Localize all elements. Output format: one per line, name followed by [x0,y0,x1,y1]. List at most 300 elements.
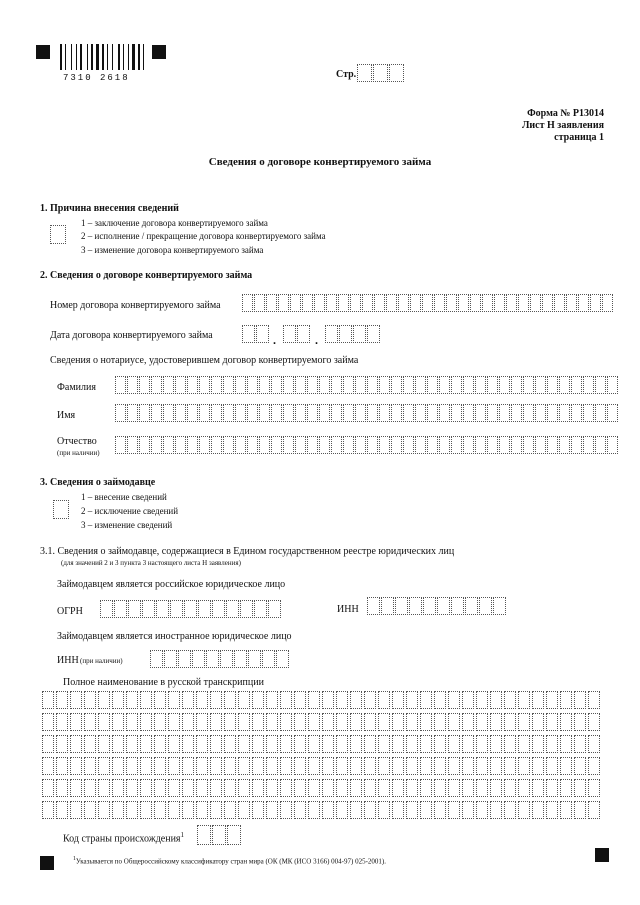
input-cell[interactable] [422,294,433,312]
input-cell[interactable] [238,757,250,775]
input-cell[interactable] [256,325,269,343]
input-cell[interactable] [420,779,432,797]
input-cell[interactable] [178,650,191,668]
input-cell[interactable] [210,713,222,731]
input-cell[interactable] [271,404,282,422]
input-cell[interactable] [164,650,177,668]
input-cell[interactable] [175,376,186,394]
input-cell[interactable] [266,779,278,797]
input-cell[interactable] [364,757,376,775]
input-cell[interactable] [590,294,601,312]
input-cell[interactable] [211,404,222,422]
input-cell[interactable] [476,757,488,775]
full-name-grid[interactable] [42,691,602,823]
input-cell[interactable] [248,650,261,668]
input-cell[interactable] [392,735,404,753]
input-cell[interactable] [451,404,462,422]
input-cell[interactable] [364,713,376,731]
input-cell[interactable] [374,294,385,312]
input-cell[interactable] [295,404,306,422]
input-cell[interactable] [353,325,366,343]
input-cell[interactable] [210,757,222,775]
input-cell[interactable] [187,404,198,422]
input-cell[interactable] [227,825,241,845]
input-cell[interactable] [266,691,278,709]
input-cell[interactable] [574,691,586,709]
input-cell[interactable] [187,376,198,394]
input-cell[interactable] [448,713,460,731]
input-cell[interactable] [434,757,446,775]
input-cell[interactable] [511,376,522,394]
input-cell[interactable] [84,801,96,819]
input-cell[interactable] [220,650,233,668]
input-cell[interactable] [554,294,565,312]
input-cell[interactable] [170,600,183,618]
input-cell[interactable] [252,735,264,753]
input-cell[interactable] [566,294,577,312]
input-cell[interactable] [84,691,96,709]
input-cell[interactable] [476,779,488,797]
contract-date-month-cells[interactable] [283,325,311,343]
input-cell[interactable] [518,779,530,797]
input-cell[interactable] [574,735,586,753]
input-cell[interactable] [546,691,558,709]
input-cell[interactable] [475,436,486,454]
input-cell[interactable] [182,691,194,709]
input-cell[interactable] [423,597,436,615]
input-cell[interactable] [259,376,270,394]
input-cell[interactable] [70,779,82,797]
input-cell[interactable] [547,404,558,422]
input-cell[interactable] [499,436,510,454]
input-cell[interactable] [504,779,516,797]
input-cell[interactable] [280,801,292,819]
input-cell[interactable] [142,600,155,618]
input-cell[interactable] [280,779,292,797]
input-cell[interactable] [504,735,516,753]
input-cell[interactable] [462,691,474,709]
input-cell[interactable] [150,650,163,668]
input-cell[interactable] [451,376,462,394]
input-cell[interactable] [571,436,582,454]
input-cell[interactable] [280,691,292,709]
input-cell[interactable] [395,597,408,615]
input-cell[interactable] [476,735,488,753]
input-cell[interactable] [56,691,68,709]
input-cell[interactable] [42,757,54,775]
input-cell[interactable] [259,436,270,454]
input-cell[interactable] [308,779,320,797]
input-cell[interactable] [182,735,194,753]
input-cell[interactable] [350,779,362,797]
input-cell[interactable] [415,376,426,394]
input-cell[interactable] [499,404,510,422]
input-cell[interactable] [547,436,558,454]
input-cell[interactable] [336,757,348,775]
input-cell[interactable] [240,600,253,618]
input-cell[interactable] [268,600,281,618]
input-cell[interactable] [331,404,342,422]
input-cell[interactable] [140,757,152,775]
input-cell[interactable] [518,757,530,775]
input-cell[interactable] [546,801,558,819]
input-cell[interactable] [355,436,366,454]
input-cell[interactable] [235,436,246,454]
input-cell[interactable] [336,801,348,819]
input-cell[interactable] [476,691,488,709]
input-cell[interactable] [535,404,546,422]
input-cell[interactable] [546,757,558,775]
input-cell[interactable] [448,757,460,775]
input-cell[interactable] [163,376,174,394]
input-cell[interactable] [470,294,481,312]
input-cell[interactable] [410,294,421,312]
input-cell[interactable] [294,801,306,819]
input-cell[interactable] [70,757,82,775]
input-cell[interactable] [518,691,530,709]
input-cell[interactable] [280,735,292,753]
input-cell[interactable] [409,597,422,615]
input-cell[interactable] [283,325,296,343]
input-cell[interactable] [322,757,334,775]
input-cell[interactable] [126,779,138,797]
input-cell[interactable] [294,735,306,753]
input-cell[interactable] [322,735,334,753]
input-cell[interactable] [588,735,600,753]
input-cell[interactable] [223,376,234,394]
input-cell[interactable] [386,294,397,312]
input-cell[interactable] [211,376,222,394]
input-cell[interactable] [98,801,110,819]
input-cell[interactable] [406,757,418,775]
input-cell[interactable] [364,691,376,709]
input-cell[interactable] [350,294,361,312]
inn-foreign-cells[interactable] [150,650,290,668]
input-cell[interactable] [532,735,544,753]
input-cell[interactable] [308,757,320,775]
input-cell[interactable] [462,779,474,797]
input-cell[interactable] [297,325,310,343]
input-cell[interactable] [294,713,306,731]
input-cell[interactable] [283,404,294,422]
input-cell[interactable] [476,713,488,731]
input-cell[interactable] [42,801,54,819]
input-cell[interactable] [100,600,113,618]
input-cell[interactable] [151,376,162,394]
input-cell[interactable] [367,436,378,454]
input-cell[interactable] [115,376,126,394]
input-cell[interactable] [198,600,211,618]
input-cell[interactable] [490,713,502,731]
input-cell[interactable] [139,436,150,454]
input-cell[interactable] [128,600,141,618]
input-cell[interactable] [126,713,138,731]
input-cell[interactable] [490,735,502,753]
input-cell[interactable] [420,691,432,709]
input-cell[interactable] [266,801,278,819]
input-cell[interactable] [112,691,124,709]
input-cell[interactable] [391,436,402,454]
input-cell[interactable] [238,691,250,709]
input-cell[interactable] [607,404,618,422]
contract-date-day-cells[interactable] [242,325,270,343]
input-cell[interactable] [271,436,282,454]
input-cell[interactable] [583,404,594,422]
input-cell[interactable] [588,757,600,775]
input-cell[interactable] [406,691,418,709]
input-cell[interactable] [84,757,96,775]
input-cell[interactable] [560,779,572,797]
input-cell[interactable] [607,436,618,454]
input-cell[interactable] [415,436,426,454]
input-cell[interactable] [451,597,464,615]
input-cell[interactable] [212,600,225,618]
input-cell[interactable] [168,779,180,797]
input-cell[interactable] [112,757,124,775]
input-cell[interactable] [98,735,110,753]
input-cell[interactable] [98,713,110,731]
input-cell[interactable] [56,713,68,731]
input-cell[interactable] [271,376,282,394]
input-cell[interactable] [126,757,138,775]
input-cell[interactable] [196,691,208,709]
input-cell[interactable] [126,801,138,819]
input-cell[interactable] [266,735,278,753]
input-cell[interactable] [322,713,334,731]
input-cell[interactable] [156,600,169,618]
input-cell[interactable] [307,376,318,394]
input-cell[interactable] [462,735,474,753]
input-cell[interactable] [532,691,544,709]
input-cell[interactable] [403,436,414,454]
input-cell[interactable] [84,779,96,797]
input-cell[interactable] [420,735,432,753]
input-cell[interactable] [355,404,366,422]
input-cell[interactable] [378,779,390,797]
input-cell[interactable] [532,779,544,797]
input-cell[interactable] [547,376,558,394]
input-cell[interactable] [490,691,502,709]
input-cell[interactable] [448,779,460,797]
input-cell[interactable] [336,691,348,709]
input-cell[interactable] [154,757,166,775]
name-cells[interactable] [115,404,619,422]
input-cell[interactable] [252,691,264,709]
input-cell[interactable] [276,650,289,668]
input-cell[interactable] [523,436,534,454]
section3-reason-cell[interactable] [53,500,69,519]
input-cell[interactable] [238,713,250,731]
input-cell[interactable] [532,713,544,731]
input-cell[interactable] [336,779,348,797]
input-cell[interactable] [490,801,502,819]
input-cell[interactable] [307,436,318,454]
input-cell[interactable] [210,691,222,709]
input-cell[interactable] [184,600,197,618]
section1-reason-cell[interactable] [50,225,66,244]
inn-cells[interactable] [367,597,507,615]
input-cell[interactable] [487,404,498,422]
input-cell[interactable] [462,757,474,775]
input-cell[interactable] [415,404,426,422]
input-cell[interactable] [588,713,600,731]
input-cell[interactable] [223,436,234,454]
input-cell[interactable] [127,404,138,422]
input-cell[interactable] [294,779,306,797]
input-cell[interactable] [224,801,236,819]
input-cell[interactable] [504,757,516,775]
input-cell[interactable] [364,735,376,753]
input-cell[interactable] [212,825,226,845]
input-cell[interactable] [367,404,378,422]
input-cell[interactable] [391,376,402,394]
input-cell[interactable] [56,779,68,797]
full-name-row[interactable] [42,713,602,731]
input-cell[interactable] [499,376,510,394]
input-cell[interactable] [199,404,210,422]
input-cell[interactable] [378,757,390,775]
contract-number-cells[interactable] [242,294,614,312]
input-cell[interactable] [56,735,68,753]
input-cell[interactable] [350,757,362,775]
input-cell[interactable] [223,404,234,422]
ogrn-cells[interactable] [100,600,282,618]
input-cell[interactable] [523,404,534,422]
input-cell[interactable] [294,757,306,775]
input-cell[interactable] [163,436,174,454]
input-cell[interactable] [238,801,250,819]
input-cell[interactable] [475,376,486,394]
input-cell[interactable] [126,691,138,709]
input-cell[interactable] [560,757,572,775]
input-cell[interactable] [559,376,570,394]
input-cell[interactable] [182,713,194,731]
input-cell[interactable] [338,294,349,312]
input-cell[interactable] [196,757,208,775]
input-cell[interactable] [140,735,152,753]
input-cell[interactable] [199,436,210,454]
input-cell[interactable] [574,779,586,797]
input-cell[interactable] [530,294,541,312]
input-cell[interactable] [571,404,582,422]
input-cell[interactable] [403,376,414,394]
input-cell[interactable] [42,779,54,797]
input-cell[interactable] [476,801,488,819]
input-cell[interactable] [254,294,265,312]
input-cell[interactable] [235,376,246,394]
input-cell[interactable] [224,779,236,797]
input-cell[interactable] [211,436,222,454]
input-cell[interactable] [70,691,82,709]
input-cell[interactable] [266,294,277,312]
input-cell[interactable] [350,691,362,709]
country-code-cells[interactable] [197,825,242,845]
input-cell[interactable] [355,376,366,394]
input-cell[interactable] [238,779,250,797]
input-cell[interactable] [247,404,258,422]
input-cell[interactable] [140,801,152,819]
input-cell[interactable] [406,735,418,753]
input-cell[interactable] [322,779,334,797]
input-cell[interactable] [307,404,318,422]
input-cell[interactable] [308,735,320,753]
input-cell[interactable] [226,600,239,618]
input-cell[interactable] [493,597,506,615]
input-cell[interactable] [115,404,126,422]
input-cell[interactable] [574,757,586,775]
input-cell[interactable] [163,404,174,422]
input-cell[interactable] [224,757,236,775]
input-cell[interactable] [574,801,586,819]
input-cell[interactable] [546,713,558,731]
input-cell[interactable] [70,801,82,819]
input-cell[interactable] [403,404,414,422]
input-cell[interactable] [308,713,320,731]
input-cell[interactable] [398,294,409,312]
input-cell[interactable] [392,801,404,819]
input-cell[interactable] [199,376,210,394]
input-cell[interactable] [343,404,354,422]
input-cell[interactable] [262,650,275,668]
input-cell[interactable] [247,436,258,454]
input-cell[interactable] [379,376,390,394]
input-cell[interactable] [343,376,354,394]
input-cell[interactable] [140,691,152,709]
input-cell[interactable] [140,779,152,797]
input-cell[interactable] [206,650,219,668]
input-cell[interactable] [392,713,404,731]
input-cell[interactable] [504,713,516,731]
input-cell[interactable] [434,294,445,312]
input-cell[interactable] [532,801,544,819]
input-cell[interactable] [197,825,211,845]
input-cell[interactable] [254,600,267,618]
input-cell[interactable] [427,404,438,422]
input-cell[interactable] [607,376,618,394]
input-cell[interactable] [367,597,380,615]
input-cell[interactable] [434,735,446,753]
input-cell[interactable] [182,779,194,797]
input-cell[interactable] [210,801,222,819]
input-cell[interactable] [196,735,208,753]
input-cell[interactable] [314,294,325,312]
input-cell[interactable] [331,376,342,394]
input-cell[interactable] [602,294,613,312]
input-cell[interactable] [518,735,530,753]
page-number-cells[interactable] [357,64,405,82]
input-cell[interactable] [98,691,110,709]
input-cell[interactable] [588,801,600,819]
input-cell[interactable] [595,376,606,394]
input-cell[interactable] [451,436,462,454]
input-cell[interactable] [294,691,306,709]
input-cell[interactable] [336,713,348,731]
contract-date-year-cells[interactable] [325,325,381,343]
input-cell[interactable] [235,404,246,422]
input-cell[interactable] [479,597,492,615]
input-cell[interactable] [437,597,450,615]
input-cell[interactable] [439,404,450,422]
input-cell[interactable] [168,757,180,775]
input-cell[interactable] [302,294,313,312]
input-cell[interactable] [392,691,404,709]
input-cell[interactable] [112,801,124,819]
input-cell[interactable] [252,779,264,797]
input-cell[interactable] [247,376,258,394]
input-cell[interactable] [84,735,96,753]
input-cell[interactable] [42,691,54,709]
input-cell[interactable] [84,713,96,731]
